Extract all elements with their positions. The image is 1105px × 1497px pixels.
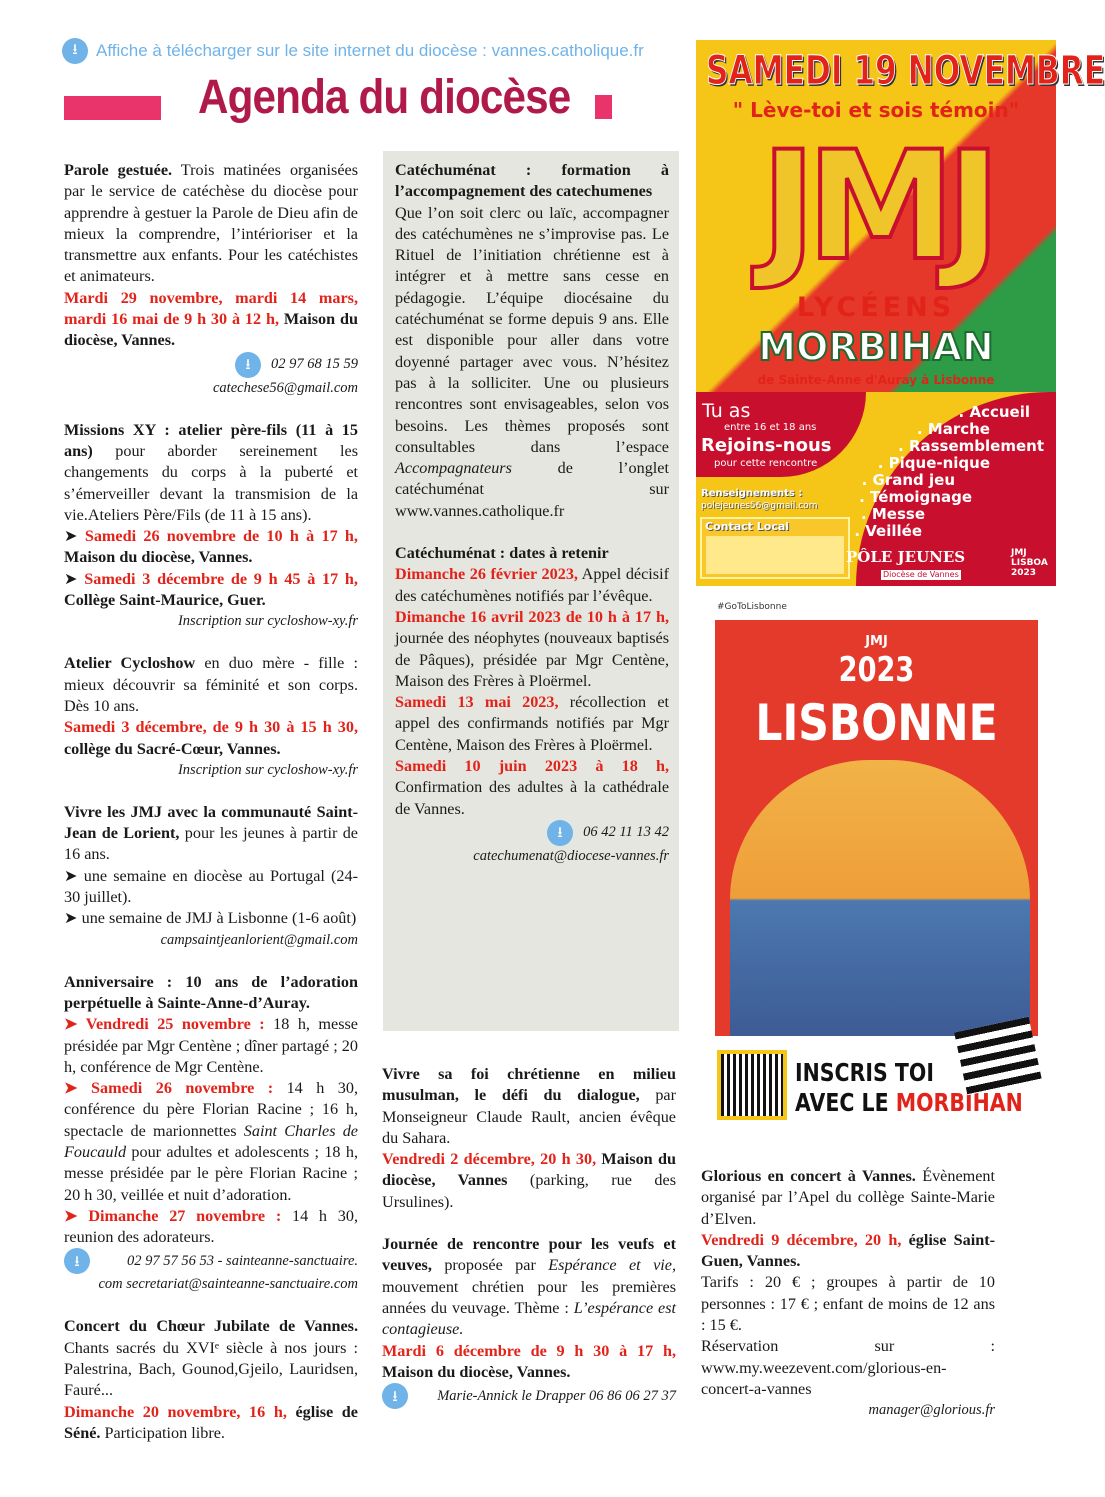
contact-line: Marie-Annick le Drapper 06 86 06 27 37 (437, 1387, 676, 1404)
event-date: ➤ Vendredi 25 novembre : (64, 1015, 265, 1034)
agenda-entry (701, 1166, 995, 1421)
contact-line: 02 97 57 56 53 - sainteanne-sanctuaire. (126, 1252, 358, 1269)
poster-join: Rejoins-nous (701, 435, 832, 456)
entry-text: L’espérance est contagieuse. (382, 1298, 676, 1339)
contact-info (701, 1400, 995, 1421)
entry-text: ➤ une semaine en diocèse au Portugal (24- 30 juillet). (64, 866, 358, 907)
entry-paragraph (395, 543, 669, 564)
event-date: Mardi 6 décembre de 9 h 30 à 17 h, (382, 1341, 676, 1360)
poster-jmj-lyceens (696, 40, 1105, 586)
entry-paragraph (64, 972, 358, 1015)
poster-route: de Sainte-Anne d'Auray à Lisbonne (757, 373, 995, 387)
event-heading: église Saint-Guen, Vannes. (701, 1230, 995, 1271)
entry-paragraph (701, 1230, 995, 1273)
entry-text: Réservation sur : www.my.weezevent.com/glorious-en-concert-a-vannes (701, 1337, 995, 1398)
contact-line-row (64, 760, 358, 781)
column-3 (701, 1166, 995, 1442)
entry-text: récollection et appel des confirmands notifiés par Mgr Centène, Maison des Frères à Ploërmel. (395, 693, 669, 754)
contact-line: catechumenat@diocese-vannes.fr (473, 847, 669, 864)
entry-text: en duo mère - fille : mieux découvrir sa féminité et son corps. Dès 10 ans. (64, 654, 359, 715)
entry-text: mouvement chrétien pour les premières années du veuvage. Thème : (382, 1277, 676, 1317)
contact-info (382, 1383, 676, 1409)
entry-text: pour aborder sereinement les changements du corps à la puberté et s’émerveiller devant la transmision de la vie.Ateliers Père/Fils (de 11 à 15 ans). (64, 441, 358, 524)
entry-text: Espérance et vie, (548, 1256, 676, 1275)
entry-paragraph (395, 160, 669, 203)
event-heading: Collège Saint-Maurice, Guer. (64, 591, 266, 610)
agenda-entry (382, 1234, 676, 1409)
entry-text: (parking, rue des Ursulines). (382, 1171, 676, 1211)
event-heading: Maison du diocèse, Vannes. (64, 548, 253, 567)
event-heading: Maison du diocèse, Vannes. (64, 310, 358, 350)
entry-paragraph (701, 1166, 995, 1230)
contact-info (64, 1248, 358, 1295)
event-heading: Vivre les JMJ avec la communauté Saint-Jean de Lorient, (64, 802, 358, 843)
entry-text: de l’onglet catéchuménat sur www.vannes.catholique.fr (395, 459, 669, 520)
entry-text: 14 h 30, reunion des adorateurs. (64, 1206, 358, 1247)
agenda-entry (64, 160, 358, 399)
entry-text: ➤ (64, 527, 85, 546)
event-date: Samedi 26 novembre de 10 h à 17 h, (84, 527, 358, 546)
entry-text: ➤ une semaine de JMJ à Lisbonne (1-6 août) (64, 909, 357, 928)
poster-year: 2023 (838, 650, 915, 690)
contact-line-row (64, 352, 358, 378)
contact-line-row (382, 1383, 676, 1409)
entry-paragraph (382, 1234, 676, 1340)
entry-paragraph (64, 908, 358, 929)
contact-line-row (64, 1248, 358, 1274)
poster-lyceens: LYCÉENS (796, 292, 956, 323)
entry-text: Trois matinées organisées par le service de catéchèse du diocèse pour apprendre à gestuer la Parole de Dieu afin de mieux la comprendre, l’intérioriser et la transmettre aux enfants. Pour les catéchistes et animateurs. (64, 161, 358, 286)
entry-text: proposée par (431, 1256, 549, 1275)
program-item: . Marche (916, 420, 990, 438)
contact-info (64, 611, 358, 632)
entry-text: Appel décisif des catéchumènes notifiés par l’évêque. (395, 565, 669, 605)
entry-text: journée des néophytes (nouveaux baptisés de Pâques), présidée par Mgr Centène, Maison des Frères à Ploërmel. (395, 629, 669, 690)
program-item: . Messe (860, 505, 925, 523)
page-title: Agenda du diocèse (198, 71, 571, 124)
pole-jeunes-sub: Diocèse de Vannes (883, 570, 959, 579)
cta-morbihan: MORBIHAN (895, 1088, 1023, 1117)
entry-text: Évènement organisé par l’Apel du collège Sainte-Marie d’Elven. (701, 1167, 995, 1228)
event-heading: Anniversaire : 10 ans de l’adoration perpétuelle à Sainte-Anne-d’Auray. (64, 972, 358, 1012)
event-date: Mardi 29 novembre, mardi 14 mars, mardi 16 mai de 9 h 30 à 12 h, (64, 288, 358, 329)
event-heading: Journée de rencontre pour les veufs et veuves, (382, 1235, 676, 1275)
program-item: . Rassemblement (898, 437, 1044, 455)
event-heading: Glorious en concert à Vannes. (701, 1167, 916, 1185)
event-heading: Vivre sa foi chrétienne en milieu musulman, le défi du dialogue, (382, 1065, 676, 1105)
contact-info (64, 352, 358, 399)
entry-paragraph (64, 802, 358, 866)
title-accent-bar (64, 96, 161, 120)
entry-text: Chants sacrés du XVIᵉ siècle à nos jours : Palestrina, Bach, Gounod,Gjeilo, Lauridsen, Fauré... (64, 1338, 358, 1400)
poster-for: pour cette rencontre (714, 458, 818, 469)
program-item: . Témoignage (859, 488, 972, 506)
entry-paragraph (382, 1149, 676, 1213)
jmj-logo: JMJ (760, 120, 992, 294)
event-date: Vendredi 2 décembre, 20 h 30, (382, 1150, 597, 1169)
entry-text: Participation libre. (100, 1423, 225, 1442)
poster-info-label: Renseignements : (701, 488, 803, 499)
event-heading: Parole gestuée. (64, 161, 173, 179)
agenda-entry (395, 543, 669, 867)
poster-date: SAMEDI 19 NOVEMBRE (706, 48, 1105, 94)
event-heading: Missions XY : atelier père-fils (11 à 15 ans) (64, 420, 358, 460)
event-date: ➤ Dimanche 27 novembre : (64, 1206, 282, 1225)
entry-paragraph (395, 607, 669, 692)
event-date: Dimanche 20 novembre, 16 h, (64, 1402, 287, 1421)
entry-paragraph (64, 288, 358, 352)
event-heading: Maison du diocèse, Vannes (382, 1150, 676, 1190)
contact-line-row (64, 611, 358, 632)
poster-tu-as: Tu as (702, 400, 751, 422)
event-heading: Atelier Cycloshow (64, 654, 196, 673)
entry-paragraph (395, 756, 669, 820)
download-icon[interactable]: ⭳ (62, 38, 88, 64)
jmj-lisboa-logo: JMJ LISBOA 2023 (1011, 548, 1048, 578)
entry-text: Confirmation des adultes à la cathédrale de Vannes. (395, 778, 669, 818)
event-heading: collège du Sacré-Cœur, Vannes. (64, 739, 281, 758)
download-icon[interactable]: ⭳ (382, 1383, 408, 1409)
column-2-lower (382, 1064, 676, 1430)
entry-paragraph (382, 1341, 676, 1384)
download-icon[interactable]: ⭳ (64, 1248, 90, 1274)
pole-jeunes-logo: PÔLE JEUNES (846, 548, 966, 566)
entry-paragraph (395, 564, 669, 607)
entry-paragraph (64, 653, 358, 717)
qr-code[interactable] (717, 1050, 787, 1120)
contact-line-row (701, 1400, 995, 1421)
entry-paragraph (64, 1206, 358, 1249)
contact-line: catechese56@gmail.com (213, 379, 358, 396)
column-2 (395, 160, 669, 888)
entry-paragraph (701, 1272, 995, 1336)
title-accent-square (595, 95, 612, 119)
entry-text: Que l’on soit clerc ou laïc, accompagner des catéchumènes ne s’improvise pas. Le Rituel de l’initiation chrétienne est à intégrer et à mettre sans cesse en pédagogie. L’équipe diocésaine du catéchuménat se forme depuis 9 ans. Elle est disponible pour aller dans votre doyenné partager avec vous. N’hésitez pas à la solliciter. Une ou plusieurs rencontres sont envisageables, selon vos besoins. Les thèmes proposés sont consultables dans l’espace (395, 203, 669, 456)
entry-paragraph (64, 717, 358, 760)
agenda-entry (64, 972, 358, 1296)
agenda-entry (64, 653, 358, 780)
entry-paragraph (64, 420, 358, 526)
agenda-entry (64, 420, 358, 633)
event-date: ➤ Samedi 26 novembre : (64, 1079, 274, 1098)
contact-local-box (700, 517, 850, 579)
program-item: . Pique-nique (877, 454, 990, 472)
column-1 (64, 160, 358, 1465)
contact-line-row (395, 820, 669, 846)
contact-line: com secretariat@sainteanne-sanctuaire.com (98, 1276, 358, 1293)
event-date: Samedi 3 décembre de 9 h 45 à 17 h, (84, 569, 358, 588)
poster-lisbonne (715, 620, 1038, 1036)
event-date: Samedi 3 décembre, de 9 h 30 à 15 h 30, (64, 718, 358, 737)
event-heading: église de Séné. (64, 1402, 358, 1442)
poster-age: entre 16 et 18 ans (724, 422, 817, 433)
entry-paragraph (701, 1336, 995, 1400)
event-heading: Catéchuménat : dates à retenir (395, 544, 609, 563)
event-date: Samedi 13 mai 2023, (395, 693, 559, 712)
entry-paragraph (395, 203, 669, 522)
contact-line: 06 42 11 13 42 (583, 824, 669, 841)
event-heading: Maison du diocèse, Vannes. (382, 1362, 571, 1381)
entry-paragraph (64, 1078, 358, 1206)
poster-info-email: polejeunes56@gmail.com (701, 501, 818, 511)
contact-line: Inscription sur cycloshow-xy.fr (177, 761, 358, 778)
contact-local-label: Contact Local (705, 520, 790, 533)
entry-paragraph (382, 1064, 676, 1149)
entry-paragraph (64, 866, 358, 909)
agenda-entry (395, 160, 669, 522)
entry-paragraph (64, 569, 358, 612)
event-date: Vendredi 9 décembre, 20 h, (701, 1230, 902, 1249)
event-date: Dimanche 16 avril 2023 de 10 h à 17 h, (395, 607, 669, 626)
entry-text: par Monseigneur Claude Rault, ancien évêque du Sahara. (382, 1086, 676, 1147)
entry-text: pour les jeunes à partir de 16 ans. (64, 824, 358, 864)
entry-paragraph (64, 1014, 358, 1078)
event-heading: Concert du Chœur Jubilate de Vannes. (64, 1317, 358, 1336)
contact-line-row (64, 930, 358, 951)
entry-text: Saint Charles de Foucauld (64, 1121, 358, 1161)
agenda-entry (64, 1316, 358, 1444)
poster-morbihan: MORBIHAN (758, 325, 994, 369)
contact-line-row (395, 846, 669, 867)
poster-slogan: " Lève-toi et sois témoin" (732, 98, 1020, 122)
entry-text: Tarifs : 20 € ; groupes à partir de 10 personnes : 17 € ; enfant de moins de 12 ans : 15 €. (701, 1273, 995, 1335)
event-heading: Catéchuménat : formation à l’accompagnement des catechumenes (395, 161, 669, 201)
contact-info (395, 820, 669, 867)
entry-paragraph (64, 160, 358, 288)
contact-line: 02 97 68 15 59 (271, 356, 358, 373)
entry-paragraph (64, 1402, 358, 1445)
download-note[interactable] (62, 38, 644, 64)
contact-line-row (64, 1274, 358, 1295)
agenda-entry (382, 1064, 676, 1213)
entry-text: Accompagnateurs (395, 459, 512, 478)
contact-info (64, 930, 358, 951)
download-icon[interactable]: ⭳ (547, 820, 573, 846)
event-date: Samedi 10 juin 2023 à 18 h, (395, 757, 669, 776)
program-item: . Accueil (958, 403, 1030, 421)
poster-hashtag: #GoToLisbonne (717, 602, 787, 612)
entry-paragraph (64, 526, 358, 569)
entry-text: ➤ (64, 569, 85, 588)
poster-city: LISBONNE (755, 694, 998, 752)
contact-info (64, 760, 358, 781)
cta-line-2: AVEC LE (795, 1088, 896, 1117)
program-item: . Veillée (854, 522, 922, 540)
poster-jmj: JMJ (865, 634, 888, 649)
register-banner (715, 1048, 1038, 1126)
program-item: . Grand jeu (861, 471, 955, 489)
download-note-text: Affiche à télécharger sur le site internet du diocèse : vannes.catholique.fr (96, 41, 644, 60)
agenda-entry (64, 802, 358, 951)
contact-line: manager@glorious.fr (868, 1402, 995, 1419)
entry-text: 18 h, messe présidée par Mgr Centène ; dîner partagé ; 20 h, conférence de Mgr Centène. (64, 1015, 358, 1076)
entry-paragraph (395, 692, 669, 756)
cta-line-1: INSCRIS TOI (795, 1058, 934, 1087)
download-icon[interactable]: ⭳ (235, 352, 261, 378)
entry-paragraph (64, 1316, 358, 1401)
contact-line-row (64, 378, 358, 399)
lisbon-illustration (730, 760, 1030, 1036)
contact-line: Inscription sur cycloshow-xy.fr (177, 613, 358, 630)
event-date: Dimanche 26 février 2023, (395, 565, 578, 584)
entry-text: 14 h 30, conférence du père Florian Racine ; 16 h, spectacle de marionnettes (64, 1079, 358, 1140)
program-list (854, 403, 1044, 540)
entry-text: pour adultes et adolescents ; 18 h, messe présidée par le père Florian Racine ; 20 h 30, veillée et nuit d’adoration. (64, 1142, 358, 1204)
contact-line: campsaintjeanlorient@gmail.com (160, 931, 358, 948)
